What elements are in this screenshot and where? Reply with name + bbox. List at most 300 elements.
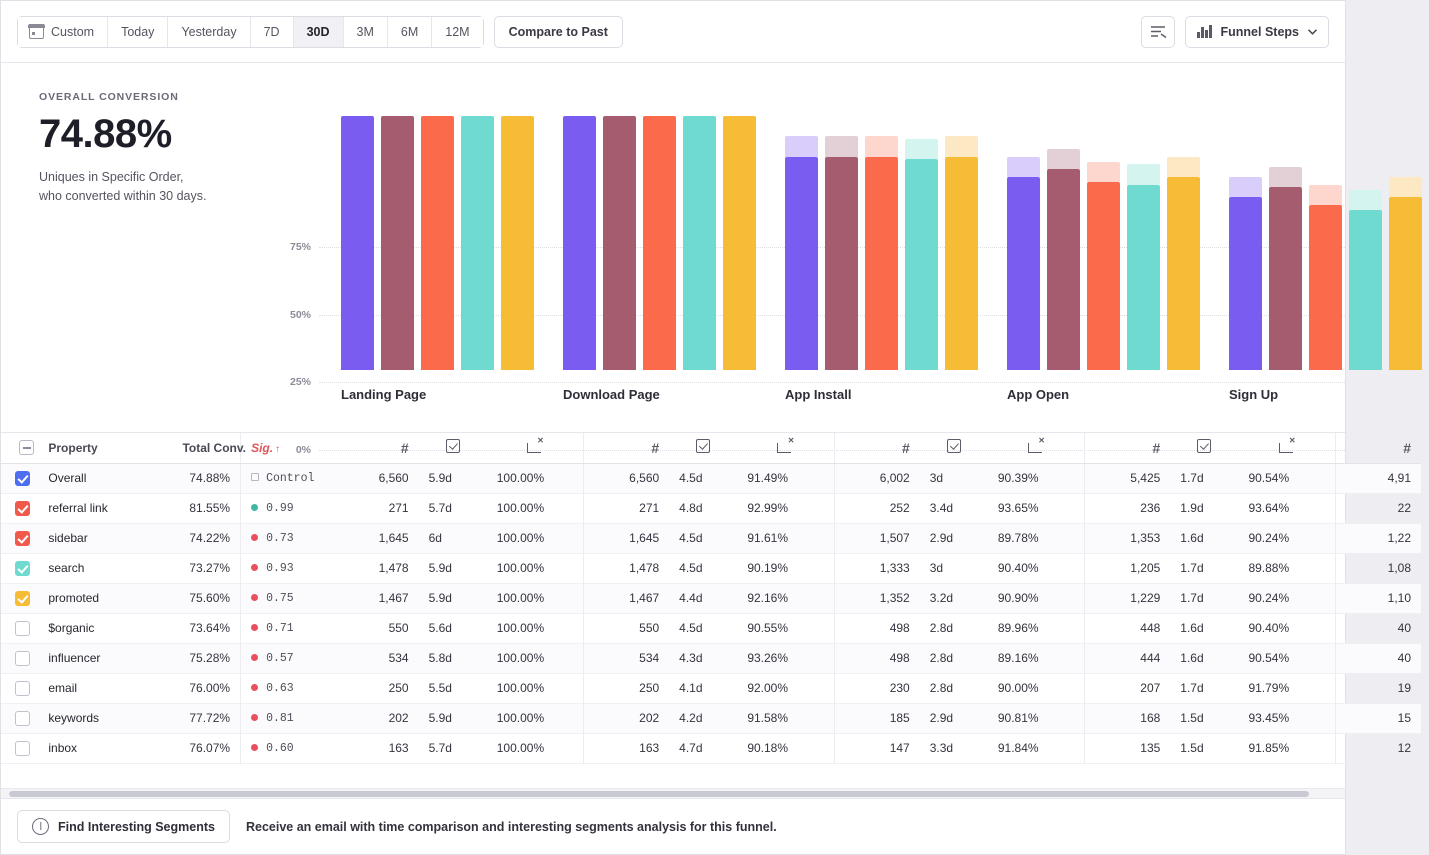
significance-dot-icon xyxy=(251,564,258,571)
row-cell-conv-1: 100.00% xyxy=(496,501,545,515)
row-cell-uniques-5: 1,22 xyxy=(1335,523,1421,553)
row-total-conversion: 75.60% xyxy=(189,591,231,605)
row-cell-conv-1: 100.00% xyxy=(496,741,545,755)
calendar-icon xyxy=(29,25,44,39)
row-cell-conv-2: 92.00% xyxy=(747,681,789,695)
bar-landing-page-s1[interactable] xyxy=(341,116,374,370)
bar-sign-up-s3[interactable] xyxy=(1309,116,1342,370)
row-checkbox[interactable] xyxy=(15,471,30,486)
row-cell-conv-3: 90.00% xyxy=(997,681,1039,695)
header-time-1[interactable] xyxy=(419,433,487,463)
row-cell-conv-4: 91.85% xyxy=(1248,741,1290,755)
row-cell-conv-1: 100.00% xyxy=(496,561,545,575)
bar-app-open-s4[interactable] xyxy=(1127,116,1160,370)
row-cell-uniques-2: 1,478 xyxy=(583,553,669,583)
row-property-name[interactable]: Overall xyxy=(48,471,87,485)
bar-app-install-s4[interactable] xyxy=(905,116,938,370)
row-total-conversion: 74.22% xyxy=(189,531,231,545)
row-significance: 0.75 xyxy=(241,583,333,613)
row-cell-time-4: 1.7d xyxy=(1180,681,1204,695)
header-uniques-1[interactable] xyxy=(333,433,419,463)
chart-plot-area xyxy=(263,63,1345,456)
table-row[interactable] xyxy=(1,553,1421,583)
step-completed-icon xyxy=(1197,439,1211,453)
row-cell-conv-4: 90.54% xyxy=(1248,471,1290,485)
significance-dot-icon xyxy=(251,534,258,541)
row-cell-uniques-1: 6,560 xyxy=(378,471,409,485)
row-property-name[interactable]: search xyxy=(48,561,85,575)
row-cell-time-1: 5.8d xyxy=(428,651,452,665)
row-cell-conv-3: 90.90% xyxy=(997,591,1039,605)
table-header xyxy=(1,433,1421,463)
row-significance: 0.93 xyxy=(241,553,333,583)
row-significance: 0.57 xyxy=(241,643,333,673)
row-select-cell[interactable] xyxy=(1,703,38,733)
row-cell-uniques-1: 271 xyxy=(388,501,409,515)
significance-dot-icon xyxy=(251,714,258,721)
bar-landing-page-s3[interactable] xyxy=(421,116,454,370)
row-select-cell[interactable] xyxy=(1,673,38,703)
row-cell-uniques-5: 4,91 xyxy=(1335,463,1421,493)
row-cell-time-4: 1.5d xyxy=(1180,711,1204,725)
hash-icon: # xyxy=(400,439,409,456)
row-cell-time-4: 1.7d xyxy=(1180,591,1204,605)
row-cell-time-1: 5.7d xyxy=(428,501,452,515)
bars-sign-up xyxy=(1229,116,1422,370)
row-significance: 0.71 xyxy=(241,613,333,643)
row-cell-uniques-5: 40 xyxy=(1335,643,1421,673)
table-row[interactable] xyxy=(1,493,1421,523)
row-cell-conv-4: 90.24% xyxy=(1248,531,1290,545)
row-select-cell[interactable] xyxy=(1,583,38,613)
row-cell-conv-4: 90.40% xyxy=(1248,621,1290,635)
row-cell-conv-1: 100.00% xyxy=(496,651,545,665)
row-cell-time-1: 5.5d xyxy=(428,681,452,695)
row-cell-uniques-2: 534 xyxy=(583,643,669,673)
row-cell-uniques-3: 147 xyxy=(834,733,920,763)
range-yesterday-button[interactable]: Yesterday xyxy=(168,17,250,47)
group-label-sign-up: Sign Up xyxy=(1229,387,1279,402)
row-cell-uniques-5: 40 xyxy=(1335,613,1421,643)
row-checkbox[interactable] xyxy=(15,621,30,636)
row-cell-uniques-2: 250 xyxy=(583,673,669,703)
hash-icon: # xyxy=(1152,439,1161,456)
control-marker-icon xyxy=(251,473,259,481)
row-significance: 0.99 xyxy=(241,493,333,523)
row-cell-conv-2: 91.58% xyxy=(747,711,789,725)
header-conv-2[interactable] xyxy=(737,433,834,463)
row-cell-time-4: 1.7d xyxy=(1180,471,1204,485)
y-tick-0: 0% xyxy=(295,444,311,456)
row-property-name[interactable]: sidebar xyxy=(48,531,88,545)
row-checkbox[interactable] xyxy=(15,741,30,756)
row-cell-uniques-3: 1,333 xyxy=(834,553,920,583)
time-to-convert-icon xyxy=(527,440,543,453)
row-select-cell[interactable] xyxy=(1,553,38,583)
bars-app-open xyxy=(1007,116,1200,370)
row-cell-time-1: 6d xyxy=(428,531,442,545)
row-cell-time-3: 3d xyxy=(929,471,944,485)
table-row[interactable] xyxy=(1,613,1421,643)
bar-app-open-s5[interactable] xyxy=(1167,116,1200,370)
row-cell-uniques-4: 1,353 xyxy=(1085,523,1171,553)
horizontal-scrollbar[interactable] xyxy=(1,788,1345,798)
header-time-4[interactable] xyxy=(1170,433,1238,463)
y-tick-50: 50% xyxy=(289,309,311,321)
range-6m-button[interactable]: 6M xyxy=(388,17,432,47)
row-cell-time-2: 4.2d xyxy=(679,711,703,725)
bar-sign-up-s2[interactable] xyxy=(1269,116,1302,370)
bar-download-page-s5[interactable] xyxy=(723,116,756,370)
row-cell-time-2: 4.5d xyxy=(679,531,703,545)
overall-conversion-description: Uniques in Specific Order, who converted within 30 days. xyxy=(39,170,207,204)
row-property-name[interactable]: $organic xyxy=(48,621,95,635)
footer xyxy=(1,798,1345,854)
range-30d-button[interactable]: 30D xyxy=(294,17,344,47)
row-significance: 0.81 xyxy=(241,703,333,733)
bar-app-install-s5[interactable] xyxy=(945,116,978,370)
select-all-header[interactable] xyxy=(1,433,38,463)
row-cell-uniques-4: 1,205 xyxy=(1085,553,1171,583)
bar-sign-up-s5[interactable] xyxy=(1389,116,1422,370)
row-cell-uniques-3: 1,507 xyxy=(834,523,920,553)
bar-chart-icon xyxy=(1197,25,1212,38)
row-cell-uniques-1: 550 xyxy=(388,621,409,635)
time-to-convert-icon xyxy=(1028,440,1044,453)
row-checkbox[interactable] xyxy=(15,651,30,666)
overall-conversion-value: 74.88% xyxy=(39,112,172,156)
y-tick-75: 75% xyxy=(289,241,311,253)
bar-download-page-s1[interactable] xyxy=(563,116,596,370)
bar-sign-up-s1[interactable] xyxy=(1229,116,1262,370)
bar-group-download-page xyxy=(541,63,763,432)
row-cell-uniques-2: 1,645 xyxy=(583,523,669,553)
row-cell-time-2: 4.8d xyxy=(679,501,703,515)
row-cell-uniques-1: 250 xyxy=(388,681,409,695)
header-sig-label: Sig. xyxy=(251,440,274,455)
y-tick-25: 25% xyxy=(289,376,311,388)
table-row[interactable] xyxy=(1,733,1421,763)
row-cell-conv-3: 90.81% xyxy=(997,711,1039,725)
group-label-landing-page: Landing Page xyxy=(341,387,427,402)
row-cell-time-2: 4.5d xyxy=(679,561,703,575)
row-property-name[interactable]: promoted xyxy=(48,591,100,605)
row-total-conversion: 77.72% xyxy=(189,711,231,725)
row-cell-time-1: 5.9d xyxy=(428,711,452,725)
group-label-app-install: App Install xyxy=(785,387,852,402)
row-select-cell[interactable] xyxy=(1,463,38,493)
header-uniques-2[interactable] xyxy=(583,433,669,463)
range-today-button[interactable]: Today xyxy=(108,17,168,47)
table-body xyxy=(1,463,1421,763)
row-cell-uniques-4: 1,229 xyxy=(1085,583,1171,613)
row-total-conversion: 75.28% xyxy=(189,651,231,665)
significance-dot-icon xyxy=(251,504,258,511)
row-cell-uniques-1: 1,645 xyxy=(378,531,409,545)
row-checkbox[interactable] xyxy=(15,561,30,576)
range-custom-button[interactable] xyxy=(18,17,108,47)
compare-to-past-button[interactable]: Compare to Past xyxy=(494,16,623,48)
row-cell-uniques-5: 15 xyxy=(1335,703,1421,733)
row-cell-uniques-4: 135 xyxy=(1085,733,1171,763)
row-cell-time-1: 5.9d xyxy=(428,561,452,575)
header-uniques-3[interactable] xyxy=(834,433,920,463)
row-select-cell[interactable] xyxy=(1,523,38,553)
row-cell-time-3: 2.9d xyxy=(929,531,954,545)
row-cell-uniques-3: 185 xyxy=(834,703,920,733)
select-all-checkbox[interactable] xyxy=(19,440,34,455)
row-cell-time-4: 1.6d xyxy=(1180,651,1204,665)
step-completed-icon xyxy=(446,439,460,453)
row-cell-uniques-1: 1,478 xyxy=(378,561,409,575)
row-property-name[interactable]: inbox xyxy=(48,741,78,755)
row-cell-uniques-4: 444 xyxy=(1085,643,1171,673)
row-cell-conv-2: 92.99% xyxy=(747,501,789,515)
row-cell-uniques-4: 5,425 xyxy=(1085,463,1171,493)
row-cell-time-4: 1.9d xyxy=(1180,501,1204,515)
table-row[interactable] xyxy=(1,523,1421,553)
row-cell-time-2: 4.7d xyxy=(679,741,703,755)
row-cell-time-2: 4.1d xyxy=(679,681,703,695)
bar-group-app-open xyxy=(985,63,1207,432)
overall-conversion-summary xyxy=(1,63,263,432)
significance-dot-icon xyxy=(251,654,258,661)
bar-download-page-s4[interactable] xyxy=(683,116,716,370)
significance-dot-icon xyxy=(251,744,258,751)
header-time-2[interactable] xyxy=(669,433,737,463)
table-row[interactable] xyxy=(1,673,1421,703)
header-uniques-5[interactable] xyxy=(1335,433,1421,463)
find-interesting-segments-button[interactable] xyxy=(17,810,230,843)
row-property-name[interactable]: influencer xyxy=(48,651,101,665)
step-completed-icon xyxy=(696,439,710,453)
bar-landing-page-s5[interactable] xyxy=(501,116,534,370)
row-cell-uniques-3: 498 xyxy=(834,613,920,643)
group-label-download-page: Download Page xyxy=(563,387,660,402)
row-cell-uniques-3: 230 xyxy=(834,673,920,703)
row-property-name[interactable]: referral link xyxy=(48,501,108,515)
hash-icon: # xyxy=(651,439,660,456)
row-cell-uniques-5: 19 xyxy=(1335,673,1421,703)
row-cell-conv-3: 90.39% xyxy=(997,471,1039,485)
row-cell-uniques-5: 1,10 xyxy=(1335,583,1421,613)
row-cell-conv-2: 91.49% xyxy=(747,471,789,485)
time-to-convert-icon xyxy=(1279,440,1295,453)
row-cell-conv-1: 100.00% xyxy=(496,681,545,695)
bar-groups xyxy=(319,63,1345,432)
bar-landing-page-s2[interactable] xyxy=(381,116,414,370)
sort-ascending-icon: ↑ xyxy=(275,443,281,455)
row-cell-uniques-1: 1,467 xyxy=(378,591,409,605)
table-row[interactable] xyxy=(1,703,1421,733)
row-cell-time-2: 4.5d xyxy=(679,471,703,485)
row-cell-conv-1: 100.00% xyxy=(496,591,545,605)
bar-app-install-s2[interactable] xyxy=(825,116,858,370)
lightbulb-icon xyxy=(32,818,49,835)
bars-app-install xyxy=(785,116,978,370)
row-total-conversion: 74.88% xyxy=(189,471,231,485)
row-cell-uniques-2: 550 xyxy=(583,613,669,643)
filter-list-button[interactable] xyxy=(1141,16,1175,48)
row-total-conversion: 73.64% xyxy=(189,621,231,635)
row-cell-uniques-1: 202 xyxy=(388,711,409,725)
row-cell-time-3: 2.9d xyxy=(929,711,954,725)
significance-dot-icon xyxy=(251,624,258,631)
row-cell-time-3: 2.8d xyxy=(929,681,954,695)
bar-app-install-s1[interactable] xyxy=(785,116,818,370)
y-axis xyxy=(263,63,319,456)
funnel-steps-dropdown[interactable] xyxy=(1185,16,1329,48)
bar-landing-page-s4[interactable] xyxy=(461,116,494,370)
row-checkbox[interactable] xyxy=(15,711,30,726)
row-cell-uniques-1: 163 xyxy=(388,741,409,755)
row-cell-uniques-1: 534 xyxy=(388,651,409,665)
bar-app-open-s2[interactable] xyxy=(1047,116,1080,370)
row-cell-conv-4: 89.88% xyxy=(1248,561,1290,575)
hash-icon: # xyxy=(901,439,910,456)
table-row[interactable] xyxy=(1,463,1421,493)
row-cell-time-1: 5.9d xyxy=(428,591,452,605)
row-select-cell[interactable] xyxy=(1,613,38,643)
row-cell-uniques-2: 1,467 xyxy=(583,583,669,613)
row-cell-conv-3: 93.65% xyxy=(997,501,1039,515)
row-cell-uniques-2: 6,560 xyxy=(583,463,669,493)
chevron-down-icon xyxy=(1308,29,1317,35)
table-row[interactable] xyxy=(1,643,1421,673)
row-cell-conv-2: 90.55% xyxy=(747,621,789,635)
segments-table xyxy=(1,433,1421,764)
row-cell-conv-1: 100.00% xyxy=(496,471,545,485)
row-cell-uniques-5: 12 xyxy=(1335,733,1421,763)
header-uniques-4[interactable] xyxy=(1085,433,1171,463)
row-total-conversion: 76.00% xyxy=(189,681,231,695)
hash-icon: # xyxy=(1403,439,1411,456)
row-cell-time-2: 4.3d xyxy=(679,651,703,665)
row-cell-uniques-5: 1,08 xyxy=(1335,553,1421,583)
row-cell-uniques-5: 22 xyxy=(1335,493,1421,523)
row-select-cell[interactable] xyxy=(1,733,38,763)
range-12m-button[interactable]: 12M xyxy=(432,17,482,47)
significance-dot-icon xyxy=(251,594,258,601)
row-checkbox[interactable] xyxy=(15,591,30,606)
bar-sign-up-s4[interactable] xyxy=(1349,116,1382,370)
row-cell-conv-3: 89.96% xyxy=(997,621,1039,635)
row-cell-uniques-2: 163 xyxy=(583,733,669,763)
row-cell-conv-3: 89.78% xyxy=(997,531,1039,545)
row-total-conversion: 76.07% xyxy=(189,741,231,755)
row-cell-uniques-2: 202 xyxy=(583,703,669,733)
header-conv-1[interactable] xyxy=(487,433,584,463)
row-cell-conv-1: 100.00% xyxy=(496,531,545,545)
bar-group-app-install xyxy=(763,63,985,432)
row-cell-time-3: 3d xyxy=(929,561,944,575)
row-checkbox[interactable] xyxy=(15,501,30,516)
bars-landing-page xyxy=(341,116,534,370)
footer-note: Receive an email with time comparison and interesting segments analysis for this funnel. xyxy=(245,819,777,834)
row-cell-time-3: 3.3d xyxy=(929,741,954,755)
row-cell-conv-4: 93.64% xyxy=(1248,501,1290,515)
bar-group-sign-up xyxy=(1207,63,1429,432)
row-cell-uniques-3: 1,352 xyxy=(834,583,920,613)
row-cell-time-4: 1.7d xyxy=(1180,561,1204,575)
bar-download-page-s3[interactable] xyxy=(643,116,676,370)
header-sig[interactable] xyxy=(241,433,333,463)
bar-app-install-s3[interactable] xyxy=(865,116,898,370)
row-significance: 0.73 xyxy=(241,523,333,553)
row-select-cell[interactable] xyxy=(1,643,38,673)
step-completed-icon xyxy=(947,439,961,453)
range-7d-button[interactable]: 7D xyxy=(251,17,294,47)
row-property-name[interactable]: keywords xyxy=(48,711,100,725)
row-cell-time-4: 1.6d xyxy=(1180,531,1204,545)
row-cell-uniques-2: 271 xyxy=(583,493,669,523)
row-cell-uniques-3: 6,002 xyxy=(834,463,920,493)
time-to-convert-icon xyxy=(777,440,793,453)
row-cell-conv-3: 89.16% xyxy=(997,651,1039,665)
row-cell-conv-2: 90.18% xyxy=(747,741,789,755)
row-cell-time-2: 4.4d xyxy=(679,591,703,605)
row-cell-conv-2: 91.61% xyxy=(747,531,789,545)
row-total-conversion: 73.27% xyxy=(189,561,231,575)
row-cell-conv-2: 90.19% xyxy=(747,561,789,575)
significance-dot-icon xyxy=(251,684,258,691)
bar-app-open-s3[interactable] xyxy=(1087,116,1120,370)
row-cell-time-4: 1.6d xyxy=(1180,621,1204,635)
row-cell-uniques-4: 448 xyxy=(1085,613,1171,643)
row-cell-uniques-4: 236 xyxy=(1085,493,1171,523)
overall-conversion-label: OVERALL CONVERSION xyxy=(39,91,179,103)
bar-download-page-s2[interactable] xyxy=(603,116,636,370)
row-significance: Control xyxy=(241,463,333,493)
row-cell-uniques-3: 498 xyxy=(834,643,920,673)
bar-app-open-s1[interactable] xyxy=(1007,116,1040,370)
bar-group-landing-page xyxy=(319,63,541,432)
range-custom-label: Custom xyxy=(51,24,95,39)
table-row[interactable] xyxy=(1,583,1421,613)
row-checkbox[interactable] xyxy=(15,531,30,546)
row-cell-uniques-3: 252 xyxy=(834,493,920,523)
row-select-cell[interactable] xyxy=(1,493,38,523)
row-cell-conv-4: 91.79% xyxy=(1248,681,1290,695)
segments-table-container[interactable] xyxy=(1,433,1411,788)
header-property[interactable]: Property xyxy=(38,433,172,463)
row-property-name[interactable]: email xyxy=(48,681,78,695)
filter-list-icon xyxy=(1150,25,1167,38)
horizontal-scrollbar-thumb[interactable] xyxy=(9,791,1309,797)
date-range-segmented-control[interactable] xyxy=(17,16,484,48)
row-cell-time-3: 3.4d xyxy=(929,501,954,515)
row-cell-time-2: 4.5d xyxy=(679,621,703,635)
funnel-steps-label: Funnel Steps xyxy=(1220,24,1299,39)
row-cell-conv-4: 93.45% xyxy=(1248,711,1290,725)
row-cell-conv-2: 93.26% xyxy=(747,651,789,665)
row-total-conversion: 81.55% xyxy=(189,501,231,515)
row-cell-uniques-4: 168 xyxy=(1085,703,1171,733)
toolbar xyxy=(1,1,1345,63)
range-3m-button[interactable]: 3M xyxy=(344,17,388,47)
row-cell-conv-4: 90.54% xyxy=(1248,651,1290,665)
row-significance: 0.60 xyxy=(241,733,333,763)
header-conv-3[interactable] xyxy=(988,433,1085,463)
row-significance: 0.63 xyxy=(241,673,333,703)
row-cell-time-1: 5.9d xyxy=(428,471,452,485)
header-conv-4[interactable] xyxy=(1238,433,1335,463)
row-checkbox[interactable] xyxy=(15,681,30,696)
header-time-3[interactable] xyxy=(920,433,988,463)
header-total-conv[interactable]: Total Conv. xyxy=(172,433,240,463)
row-cell-time-1: 5.7d xyxy=(428,741,452,755)
row-cell-time-4: 1.5d xyxy=(1180,741,1204,755)
